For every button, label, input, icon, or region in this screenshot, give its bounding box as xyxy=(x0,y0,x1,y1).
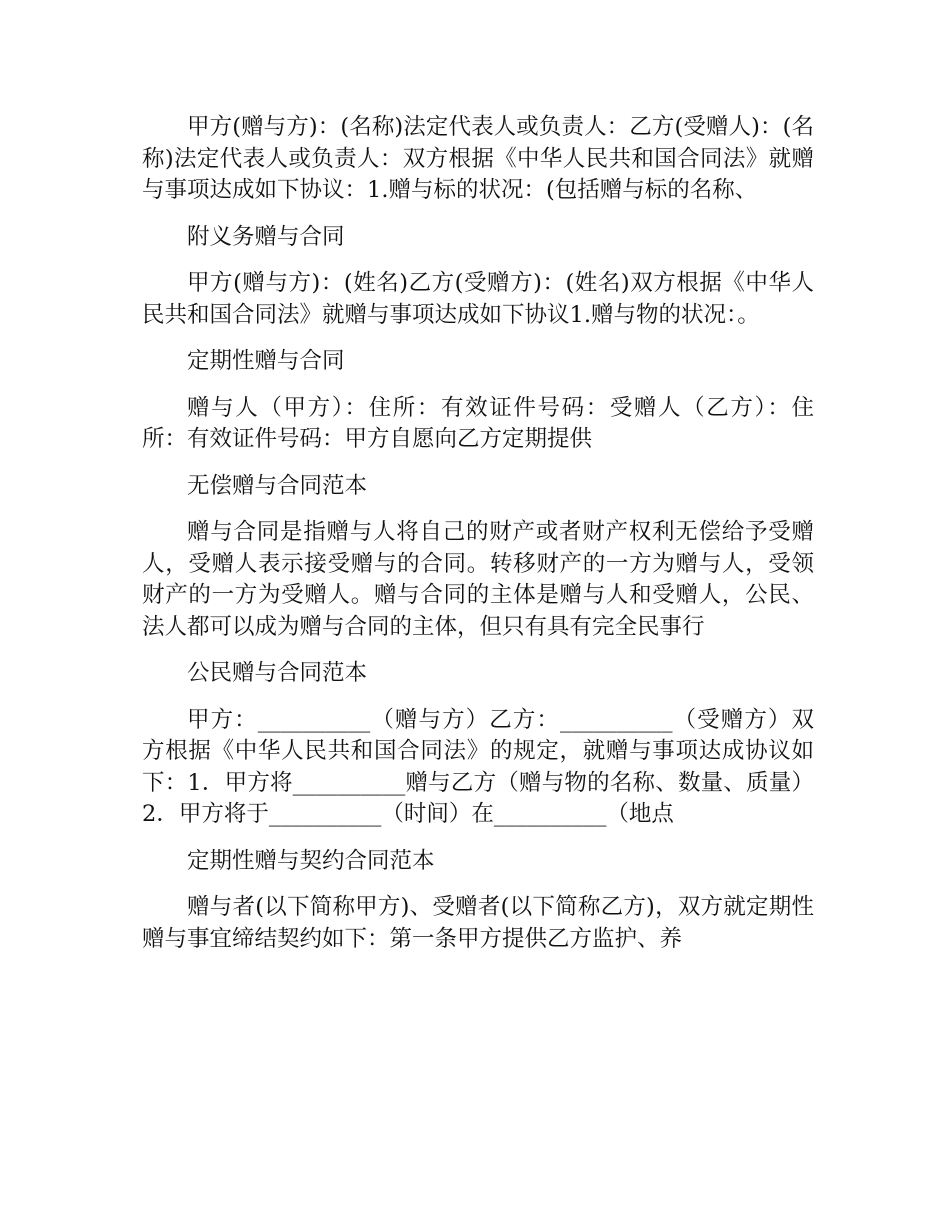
section-heading-citizen-gift: 公民赠与合同范本 xyxy=(187,660,368,686)
section-heading-free-gift: 无偿赠与合同范本 xyxy=(187,472,368,499)
document-page xyxy=(142,112,814,970)
section-heading-periodic-gift: 定期性赠与合同 xyxy=(187,348,345,374)
obligation-gift-paragraph: 甲方(赠与方)：(姓名)乙方(受赠方)：(姓名)双方根据《中华人民共和国合同法》就赠与事项达成如下协议1.赠与物的状况：。 xyxy=(142,270,814,328)
contract-intro-paragraph: 甲方(赠与方)：(名称)法定代表人或负责人：乙方(受赠人)：(名称)法定代表人或负责人：双方根据《中华人民共和国合同法》就赠与事项达成如下协议：1.赠与标的状况：(包括赠与标的名称、 xyxy=(142,114,814,203)
section-heading-periodic-gift-contract: 定期性赠与契约合同范本 xyxy=(187,847,435,874)
periodic-gift-paragraph: 赠与人（甲方）：住所：有效证件号码：受赠人（乙方）：住所：有效证件号码：甲方自愿向乙方定期提供 xyxy=(142,394,814,452)
periodic-gift-contract-paragraph: 赠与者(以下简称甲方)、受赠者(以下简称乙方)，双方就定期性赠与事宜缔结契约如下：第一条甲方提供乙方监护、养 xyxy=(142,894,814,952)
free-gift-paragraph: 赠与合同是指赠与人将自己的财产或者财产权利无偿给予受赠人，受赠人表示接受赠与的合同。转移财产的一方为赠与人，受领财产的一方为受赠人。赠与合同的主体是赠与人和受赠人，公民、法人都可以成为赠与合同的主体，但只有具有完全民事行 xyxy=(142,519,814,640)
citizen-gift-paragraph: 甲方：__________（赠与方）乙方：__________（受赠方）双方根据《中华人民共和国合同法》的规定，就赠与事项达成协议如下：1．甲方将__________赠与乙方（赠与物的名称、数量、质量）2．甲方将于__________（时间）在__________（地点 xyxy=(142,706,814,827)
section-heading-obligation-gift: 附义务赠与合同 xyxy=(187,223,345,250)
